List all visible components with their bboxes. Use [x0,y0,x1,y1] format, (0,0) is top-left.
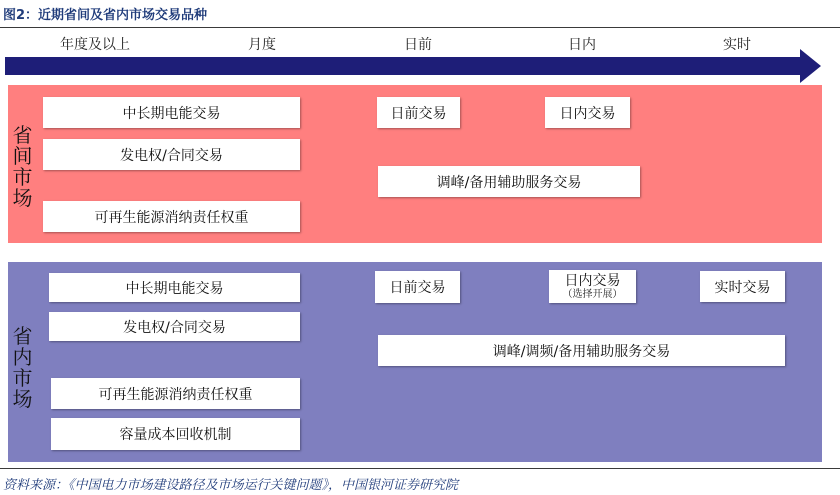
inter-generation-rights-box: 发电权/合同交易 [43,139,300,170]
intra-mid-long-term-box: 中长期电能交易 [49,273,300,302]
timeline-arrow-shape [5,49,821,83]
intra-intraday-label: 日内交易 [564,273,621,289]
intra-generation-rights-box: 发电权/合同交易 [49,312,300,341]
timeline-label-intraday: 日内 [568,37,596,53]
inter-ancillary-box: 调峰/备用辅助服务交易 [378,166,640,197]
intra-ancillary-box: 调峰/调频/备用辅助服务交易 [378,335,785,366]
intra-renewable-quota-box: 可再生能源消纳责任权重 [51,378,300,409]
intra-provincial-label: 省内市场 [12,324,33,411]
timeline-label-annual: 年度及以上 [60,37,130,53]
timeline-arrow [0,44,840,88]
intra-day-ahead-box: 日前交易 [375,271,460,303]
title-divider [0,27,840,28]
intra-capacity-cost-box: 容量成本回收机制 [51,418,300,450]
inter-renewable-quota-box: 可再生能源消纳责任权重 [43,201,300,232]
inter-provincial-label: 省间市场 [12,123,33,210]
figure-title: 图2：近期省间及省内市场交易品种 [3,8,208,23]
source-note: 资料来源：《中国电力市场建设路径及市场运行关键问题》，中国银河证券研究院 [3,478,459,493]
timeline-label-monthly: 月度 [248,37,276,53]
intra-intraday-box [549,270,636,303]
timeline-label-real-time: 实时 [723,37,751,53]
intra-intraday-note: （选择开展） [562,289,623,300]
inter-intraday-box: 日内交易 [545,97,630,128]
footer-divider [0,468,840,469]
inter-mid-long-term-box: 中长期电能交易 [43,97,300,128]
timeline-label-day-ahead: 日前 [404,37,432,53]
inter-day-ahead-box: 日前交易 [377,97,460,128]
intra-real-time-box: 实时交易 [700,271,785,302]
